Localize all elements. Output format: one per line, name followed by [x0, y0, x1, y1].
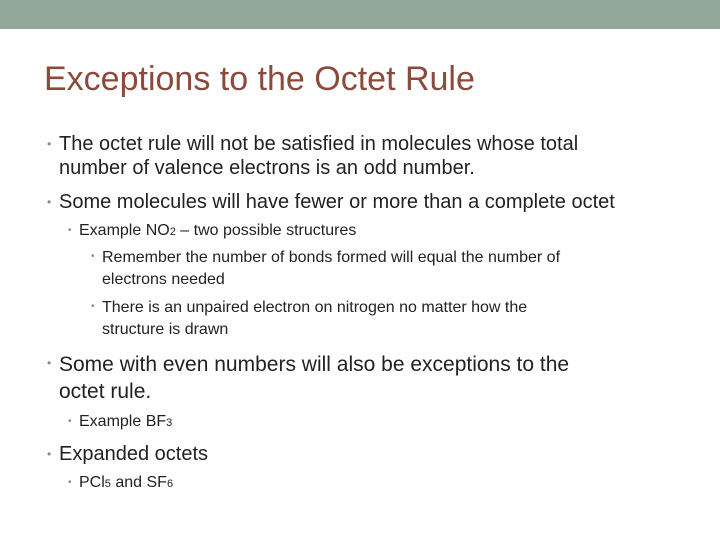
bullet-bonds-formed [91, 247, 561, 291]
bullet-marker: • [68, 225, 72, 236]
bullet-marker: • [68, 416, 72, 427]
bullet-odd-electrons [47, 132, 579, 180]
bullet-fewer-or-more [47, 190, 615, 214]
bullet-line: There is an unpaired electron on nitrogen no matter how the [102, 299, 528, 316]
subscript: 3 [166, 417, 173, 429]
bullet-expanded-octets [47, 442, 208, 466]
formula-text: Example NO [79, 222, 170, 239]
bullet-line: Some with even numbers will also be exceptions to the [59, 353, 570, 376]
bullet-marker: • [47, 447, 52, 461]
subscript: 2 [169, 226, 176, 238]
bullet-line: electrons needed [102, 271, 225, 288]
subscript: 5 [104, 478, 111, 490]
bullet-marker: • [47, 356, 52, 370]
bullet-line: structure is drawn [102, 321, 229, 338]
bullet-even-numbers [47, 351, 570, 405]
formula-text: Example BF [79, 413, 167, 430]
bullet-line: The octet rule will not be satisfied in molecules whose total [59, 133, 579, 155]
bullet-marker: • [91, 251, 95, 262]
formula-text: and SF [110, 474, 167, 491]
bullet-line [79, 412, 172, 432]
bullet-line: octet rule. [59, 380, 152, 403]
bullet-marker: • [91, 301, 95, 312]
bullet-example-no2 [68, 221, 357, 241]
formula-text: PCl [79, 474, 105, 491]
bullet-line: Some molecules will have fewer or more than a complete octet [59, 191, 615, 213]
bullet-example-bf3 [68, 412, 173, 432]
slide-title: Exceptions to the Octet Rule [44, 60, 475, 98]
bullet-marker: • [68, 477, 72, 488]
bullet-marker: • [47, 137, 52, 151]
bullet-unpaired-electron [91, 297, 528, 341]
top-accent-bar [0, 0, 720, 29]
bullet-pcl5-sf6 [68, 473, 174, 493]
bullet-line [79, 473, 173, 493]
bullet-line: Remember the number of bonds formed will equal the number of [102, 249, 561, 266]
bullet-marker: • [47, 195, 52, 209]
subscript: 6 [166, 478, 174, 490]
bullet-line: number of valence electrons is an odd number. [59, 157, 475, 179]
bullet-text: – two possible structures [175, 222, 357, 239]
bullet-line [79, 221, 356, 241]
bullet-line: Expanded octets [59, 443, 208, 465]
